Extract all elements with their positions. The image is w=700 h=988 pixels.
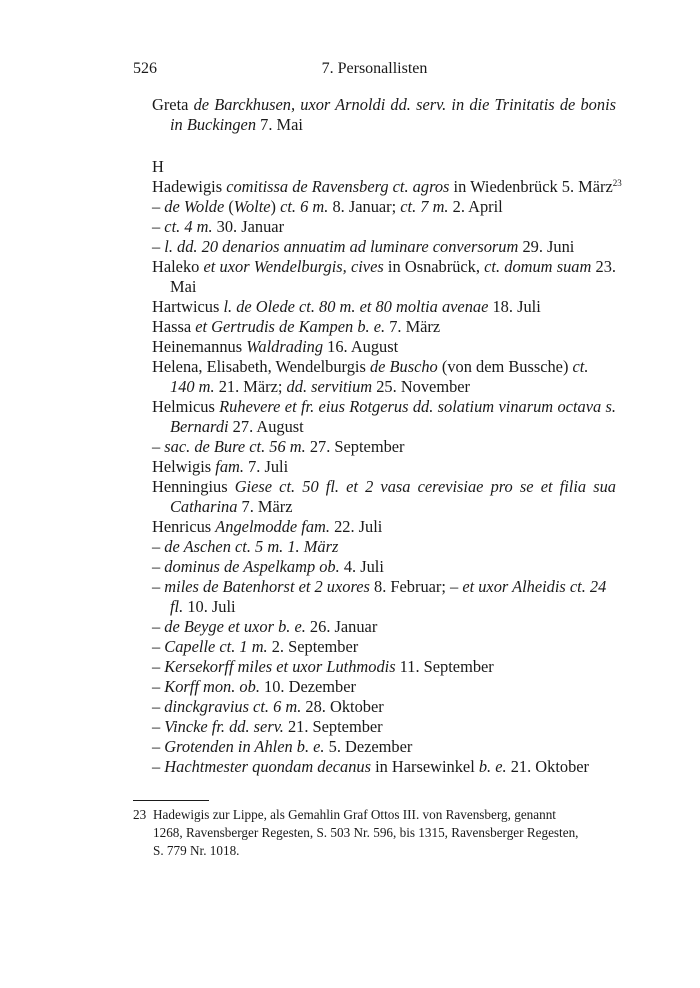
register-entry: – dominus de Aspelkamp ob. 4. Juli [152, 557, 384, 576]
register-entry: Haleko et uxor Wendelburgis, cives in Osnabrück, ct. domum suam 23. Mai [152, 257, 616, 296]
section-letter: H [152, 157, 164, 176]
register-entry: Helwigis fam. 7. Juli [152, 457, 289, 476]
register-entry: – de Aschen ct. 5 m. 1. März [152, 537, 339, 556]
page-number: 526 [133, 60, 157, 77]
register-entry: – Korff mon. ob. 10. Dezember [152, 677, 356, 696]
register-entry: – sac. de Bure ct. 56 m. 27. September [152, 437, 405, 456]
footnote-text-line: Hadewigis zur Lippe, als Gemahlin Graf Ottos III. von Ravensberg, genannt [153, 807, 556, 822]
register-entry: Greta de Barckhusen, uxor Arnoldi dd. serv. in die Trinitatis de bonis in Buckingen 7. Mai [152, 95, 616, 134]
register-entry: – Kersekorff miles et uxor Luthmodis 11. September [152, 657, 494, 676]
register-entry: – Vincke fr. dd. serv. 21. September [152, 717, 383, 736]
footnote [133, 806, 616, 860]
footnote-reference: 23 [612, 178, 622, 188]
page-header [133, 60, 616, 82]
register-entry: Helena, Elisabeth, Wendelburgis de Buscho (von dem Bussche) ct. 140 m. 21. März; dd. servitium 25. November [152, 357, 589, 396]
register-entry: Henricus Angelmodde fam. 22. Juli [152, 517, 383, 536]
register-entry: – Grotenden in Ahlen b. e. 5. Dezember [152, 737, 413, 756]
register-entry: – l. dd. 20 denarios annuatim ad luminare conversorum 29. Juni [152, 237, 575, 256]
register-entry: Hadewigis comitissa de Ravensberg ct. agros in Wiedenbrück 5. März$^{23}$ [152, 177, 622, 196]
register-entry: – ct. 4 m. 30. Januar [152, 217, 285, 236]
footnote-text-line: 1268, Ravensberger Regesten, S. 503 Nr. 596, bis 1315, Ravensberger Regesten, [153, 825, 579, 840]
footnote-separator [133, 800, 209, 801]
register-entry: – Hachtmester quondam decanus in Harsewinkel b. e. 21. Oktober [152, 757, 590, 776]
register-entry: Helmicus Ruhevere et fr. eius Rotgerus dd. solatium vinarum octava s. Bernardi 27. August [152, 397, 616, 436]
register-entry: – Capelle ct. 1 m. 2. September [152, 637, 359, 656]
register-entry: – miles de Batenhorst et 2 uxores 8. Februar; – et uxor Alheidis ct. 24 fl. 10. Juli [152, 577, 607, 616]
register-entry: – de Wolde (Wolte) ct. 6 m. 8. Januar; ct. 7 m. 2. April [152, 197, 503, 216]
running-head: 7. Personallisten [321, 60, 428, 77]
footnote-number: 23 [133, 807, 147, 822]
register-entry: Hassa et Gertrudis de Kampen b. e. 7. März [152, 317, 441, 336]
register-entry: – de Beyge et uxor b. e. 26. Januar [152, 617, 378, 636]
register-entry: Heinemannus Waldrading 16. August [152, 337, 399, 356]
footnote-text-line: S. 779 Nr. 1018. [153, 843, 240, 858]
register-entry: Henningius Giese ct. 50 fl. et 2 vasa cerevisiae pro se et filia sua Catharina 7. März [152, 477, 616, 516]
register-entry: Hartwicus l. de Olede ct. 80 m. et 80 moltia avenae 18. Juli [152, 297, 541, 316]
register-list [152, 95, 622, 777]
register-entry: – dinckgravius ct. 6 m. 28. Oktober [152, 697, 384, 716]
